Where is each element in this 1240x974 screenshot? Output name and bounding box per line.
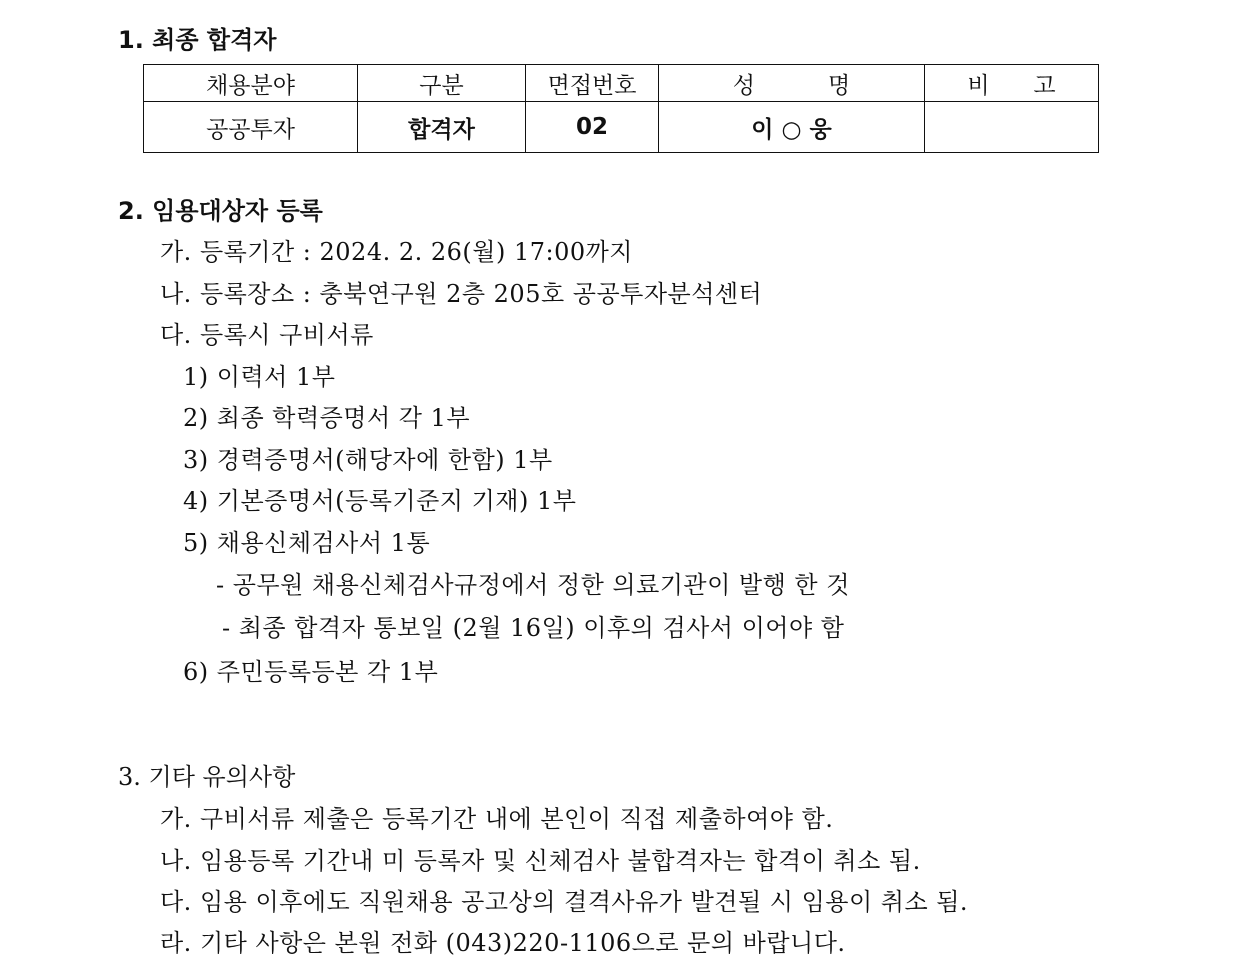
cell-name: 이 ○ 웅 — [659, 102, 925, 153]
table-row — [144, 102, 1099, 153]
header-note: 비 고 — [925, 65, 1099, 102]
table-header-row — [144, 65, 1099, 102]
doc-item: 5) 채용신체검사서 1통 — [183, 529, 431, 557]
cell-field: 공공투자 — [144, 102, 358, 153]
section2-title: 2. 임용대상자 등록 — [118, 197, 323, 225]
health-check-note-1: - 공무원 채용신체검사규정에서 정한 의료기관이 발행 한 것 — [216, 571, 850, 599]
health-check-note-2: - 최종 합격자 통보일 (2월 16일) 이후의 검사서 이어야 함 — [222, 614, 845, 642]
registration-place: 나. 등록장소 : 충북연구원 2층 205호 공공투자분석센터 — [160, 280, 763, 308]
doc-item: 3) 경력증명서(해당자에 한함) 1부 — [183, 446, 553, 474]
cell-number: 02 — [526, 102, 659, 153]
section3-title: 3. 기타 유의사항 — [118, 763, 296, 791]
doc-item: 4) 기본증명서(등록기준지 기재) 1부 — [183, 487, 577, 515]
notice-ga: 가. 구비서류 제출은 등록기간 내에 본인이 직접 제출하여야 함. — [160, 805, 834, 833]
notice-da: 다. 임용 이후에도 직원채용 공고상의 결격사유가 발견될 시 임용이 취소 됨. — [160, 888, 969, 916]
section1-title: 1. 최종 합격자 — [118, 26, 277, 54]
result-table — [143, 64, 1099, 153]
cell-note — [925, 102, 1099, 153]
header-number: 면접번호 — [526, 65, 659, 102]
required-docs-title: 다. 등록시 구비서류 — [160, 321, 374, 349]
doc-item: 2) 최종 학력증명서 각 1부 — [183, 404, 471, 432]
header-name: 성 명 — [659, 65, 925, 102]
doc-item: 1) 이력서 1부 — [183, 363, 336, 391]
doc-item: 6) 주민등록등본 각 1부 — [183, 658, 439, 686]
header-category: 구분 — [358, 65, 526, 102]
header-field: 채용분야 — [144, 65, 358, 102]
registration-period: 가. 등록기간 : 2024. 2. 26(월) 17:00까지 — [160, 238, 633, 266]
notice-ra: 라. 기타 사항은 본원 전화 (043)220-1106으로 문의 바랍니다. — [160, 929, 846, 957]
notice-na: 나. 임용등록 기간내 미 등록자 및 신체검사 불합격자는 합격이 취소 됨. — [160, 847, 921, 875]
cell-category: 합격자 — [358, 102, 526, 153]
